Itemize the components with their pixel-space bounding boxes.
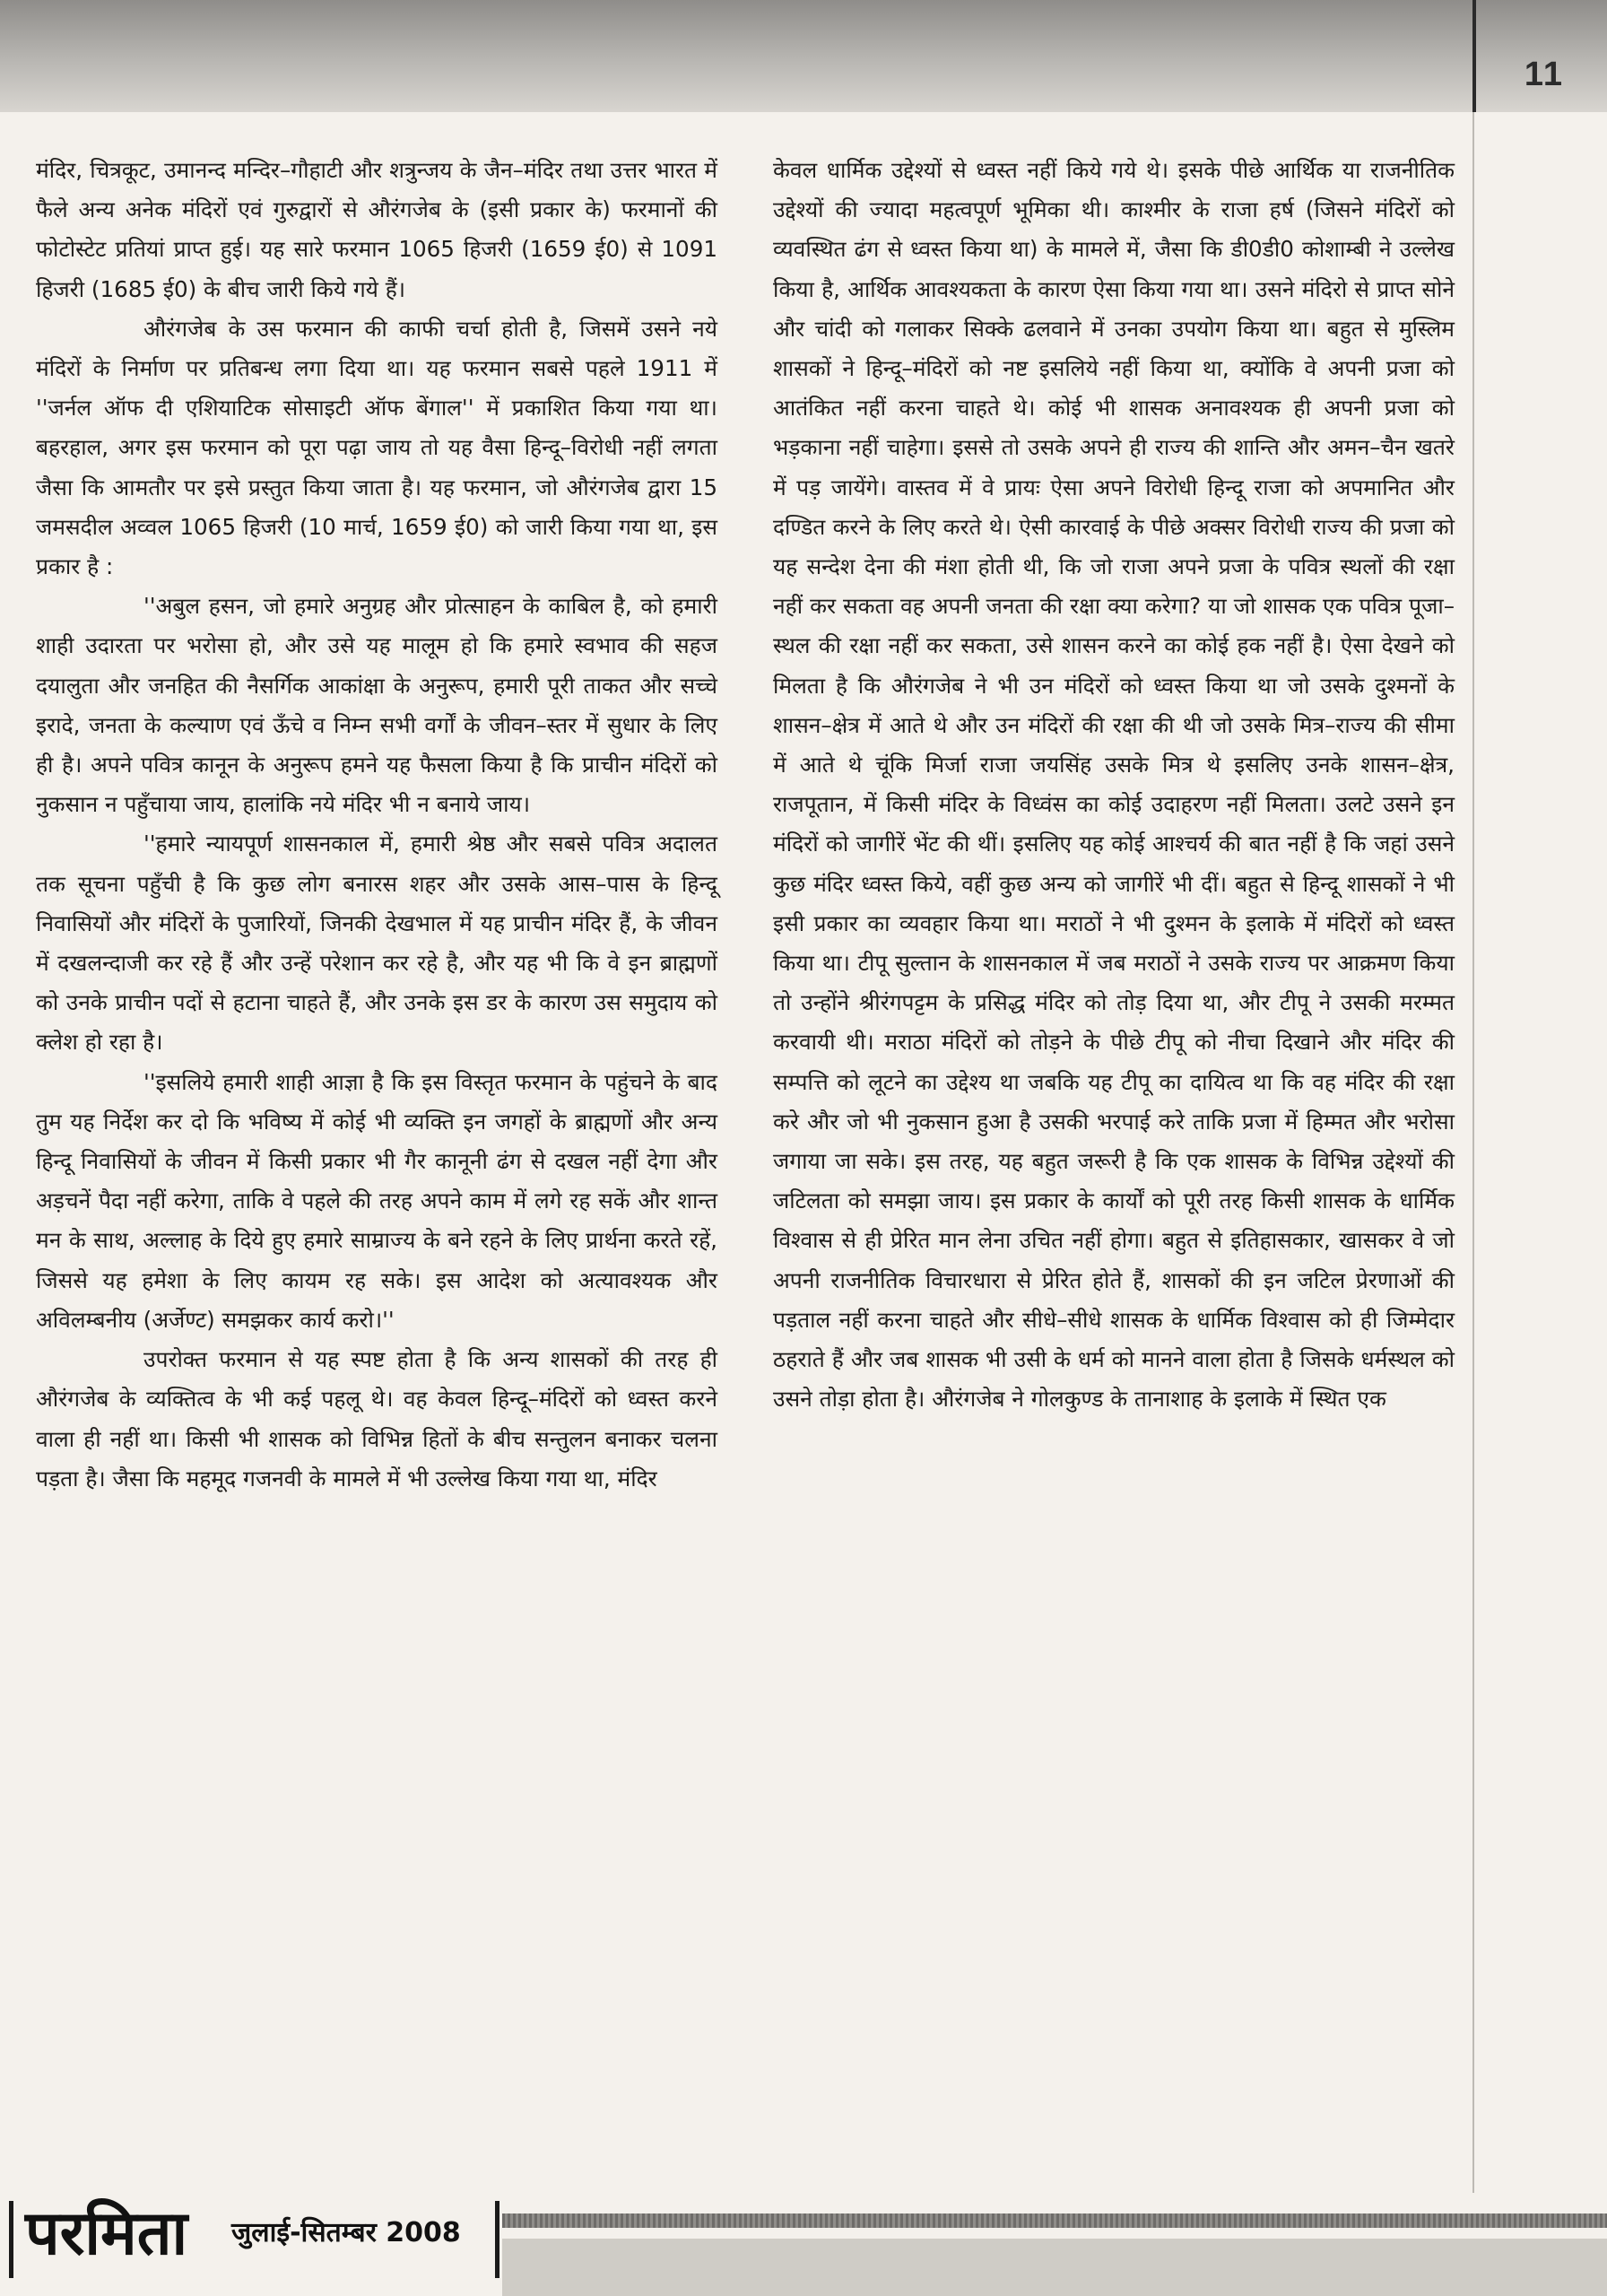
right-margin-rule [1472,112,1474,2193]
footer-divider [9,2201,13,2278]
paragraph: मंदिर, चित्रकूट, उमानन्द मन्दिर–गौहाटी और शत्रुन्जय के जैन–मंदिर तथा उत्तर भारत में फैले अन्य अनेक मंदिरों एवं गुरुद्वारों से औरंगजेब के (इसी प्रकार के) फरमानों की फोटोस्टेट प्रतियां प्राप्त हुई। यह सारे फरमान 1065 हिजरी (1659 ई0) से 1091 हिजरी (1685 ई0) के बीच जारी किये गये हैं। [36,157,717,302]
page-number: 11 [1524,56,1564,93]
paragraph: औरंगजेब के उस फरमान की काफी चर्चा होती है, जिसमें उसने नये मंदिरों के निर्माण पर प्रतिबन्ध लगा दिया था। यह फरमान सबसे पहले 1911 में ''जर्नल ऑफ दी एशियाटिक सोसाइटी ऑफ बेंगाल'' में प्रकाशित किया गया था। बहरहाल, अगर इस फरमान को पूरा पढ़ा जाय तो यह वैसा हिन्दू–विरोधी नहीं लगता जैसा कि आमतौर पर इसे प्रस्तुत किया जाता है। यह फरमान, जो औरंगजेब द्वारा 15 जमसदील अव्वल 1065 हिजरी (10 मार्च, 1659 ई0) को जारी किया गया था, इस प्रकार है : [36,315,717,580]
left-text-column [36,151,717,1499]
quoted-paragraph: ''हमारे न्यायपूर्ण शासनकाल में, हमारी श्रेष्ठ और सबसे पवित्र अदालत तक सूचना पहुँची है कि कुछ लोग बनारस शहर और उसके आस–पास के हिन्दू निवासियों और मंदिरों के पुजारियों, जिनकी देखभाल में यह प्राचीन मंदिर हैं, के जीवन में दखलन्दाजी कर रहे हैं और उन्हें परेशान कर रहे है, और यह भी कि वे इन ब्राह्मणों को उनके प्राचीन पदों से हटाना चाहते हैं, और उनके इस डर के कारण उस समुदाय को क्लेश हो रहा है। [36,831,717,1056]
footer-pattern-band [502,2213,1607,2228]
header-divider [1472,0,1476,112]
paragraph: केवल धार्मिक उद्देश्यों से ध्वस्त नहीं किये गये थे। इसके पीछे आर्थिक या राजनीतिक उद्देश्यों की ज्यादा महत्वपूर्ण भूमिका थी। काश्मीर के राजा हर्ष (जिसने मंदिरों को व्यवस्थित ढंग से ध्वस्त किया था) के मामले में, जैसा कि डी0डी0 कोशाम्बी ने उल्लेख किया है, आर्थिक आवश्यकता के कारण ऐसा किया गया था। उसने मंदिरो से प्राप्त सोने और चांदी को गलाकर सिक्के ढलवाने में उनका उपयोग किया था। बहुत से मुस्लिम शासकों ने हिन्दू–मंदिरों को नष्ट इसलिये नहीं किया था, क्योंकि वे अपनी प्रजा को आतंकित नहीं करना चाहते थे। कोई भी शासक अनावश्यक ही अपनी प्रजा को भड़काना नहीं चाहेगा। इससे तो उसके अपने ही राज्य की शान्ति और अमन–चैन खतरे में पड़ जायेंगे। वास्तव में वे प्रायः ऐसा अपने विरोधी हिन्दू राजा को अपमानित और दण्डित करने के लिए करते थे। ऐसी कारवाई के पीछे अक्सर विरोधी राज्य की प्रजा को यह सन्देश देना की मंशा होती थी, कि जो राजा अपने प्रजा के पवित्र स्थलों की रक्षा नहीं कर सकता वह अपनी जनता की रक्षा क्या करेगा? या जो शासक एक पवित्र पूजा–स्थल की रक्षा नहीं कर सकता, उसे शासन करने का कोई हक नहीं है। ऐसा देखने को मिलता है कि औरंगजेब ने भी उन मंदिरों को ध्वस्त किया था जो उसके दुश्मनों के शासन–क्षेत्र में आते थे और उन मंदिरों की रक्षा की थी जो उसके मित्र–राज्य की सीमा में आते थे चूंकि मिर्जा राजा जयसिंह उसके मित्र थे इसलिए उनके शासन–क्षेत्र, राजपूतान, में किसी मंदिर के विध्वंस का कोई उदाहरण नहीं मिलता। उलटे उसने इन मंदिरों को जागीरें भेंट की थीं। इसलिए यह कोई आश्चर्य की बात नहीं है कि जहां उसने कुछ मंदिर ध्वस्त किये, वहीं कुछ अन्य को जागीरें भी दीं। बहुत से हिन्दू शासकों ने भी इसी प्रकार का व्यवहार किया था। मराठों ने भी दुश्मन के इलाके में मंदिरों को ध्वस्त किया था। टीपू सुल्तान के शासनकाल में जब मराठों ने उसके राज्य पर आक्रमण किया तो उन्होंने श्रीरंगपट्टम के प्रसिद्ध मंदिर को तोड़ दिया था, और टीपू ने उसकी मरम्मत करवायी थी। मराठा मंदिरों को तोड़ने के पीछे टीपू को नीचा दिखाने और मंदिर की सम्पत्ति को लूटने का उद्देश्य था जबकि यह टीपू का दायित्व था कि वह मंदिर की रक्षा करे और जो भी नुकसान हुआ है उसकी भरपाई करे ताकि प्रजा में हिम्मत और भरोसा जगाया जा सके। इस तरह, यह बहुत जरूरी है कि एक शासक के विभिन्न उद्देश्यों की जटिलता को समझा जाय। इस प्रकार के कार्यों को पूरी तरह किसी शासक के धार्मिक विश्वास से ही प्रेरित मान लेना उचित नहीं होगा। बहुत से इतिहासकार, खासकर वे जो अपनी राजनीतिक विचारधारा से प्रेरित होते हैं, शासकों की इन जटिल प्रेरणाओं की पड़ताल नहीं करना चाहते और सीधे–सीधे शासक के धार्मिक विश्वास को ही जिम्मेदार ठहराते हैं और जब शासक भी उसी के धर्म को मानने वाला होता है जिसके धर्मस्थल को उसने तोड़ा होता है। औरंगजेब ने गोलकुण्ड के तानाशाह के इलाके में स्थित एक [773,157,1455,1413]
magazine-name: परमिता [25,2198,188,2269]
quoted-paragraph: ''इसलिये हमारी शाही आज्ञा है कि इस विस्तृत फरमान के पहुंचने के बाद तुम यह निर्देश कर दो कि भविष्य में कोई भी व्यक्ति इन जगहों के ब्राह्मणों और अन्य हिन्दू निवासियों के जीवन में किसी प्रकार भी गैर कानूनी ढंग से दखल नहीं देगा और अड़चनें पैदा नहीं करेगा, ताकि वे पहले की तरह अपने काम में लगे रह सकें और शान्त मन के साथ, अल्लाह के दिये हुए हमारे साम्राज्य के बने रहने के लिए प्रार्थना करते रहें, जिससे यह हमेशा के लिए कायम रह सके। इस आदेश को अत्यावश्यक और अविलम्बनीय (अर्जेण्ट) समझकर कार्य करो।'' [36,1068,717,1333]
paragraph: उपरोक्त फरमान से यह स्पष्ट होता है कि अन्य शासकों की तरह ही औरंगजेब के व्यक्तित्व के भी कई पहलू थे। वह केवल हिन्दू–मंदिरों को ध्वस्त करने वाला ही नहीं था। किसी भी शासक को विभिन्न हितों के बीच सन्तुलन बनाकर चलना पड़ता है। जैसा कि महमूद गजनवी के मामले में भी उल्लेख किया गया था, मंदिर [36,1346,717,1492]
footer-shade-band [502,2239,1607,2296]
footer-divider [495,2201,499,2278]
top-header-band [0,0,1607,112]
right-text-column [773,151,1455,1420]
page-footer [0,2188,1607,2296]
issue-date: जुलाई-सितम्बर 2008 [231,2217,461,2248]
quoted-paragraph: ''अबुल हसन, जो हमारे अनुग्रह और प्रोत्साहन के काबिल है, को हमारी शाही उदारता पर भरोसा हो, और उसे यह मालूम हो कि हमारे स्वभाव की सहज दयालुता और जनहित की नैसर्गिक आकांक्षा के अनुरूप, हमारी पूरी ताकत और सच्चे इरादे, जनता के कल्याण एवं ऊँचे व निम्न सभी वर्गों के जीवन–स्तर में सुधार के लिए ही है। अपने पवित्र कानून के अनुरूप हमने यह फैसला किया है कि प्राचीन मंदिरों को नुकसान न पहुँचाया जाय, हालांकि नये मंदिर भी न बनाये जाय। [36,593,717,818]
